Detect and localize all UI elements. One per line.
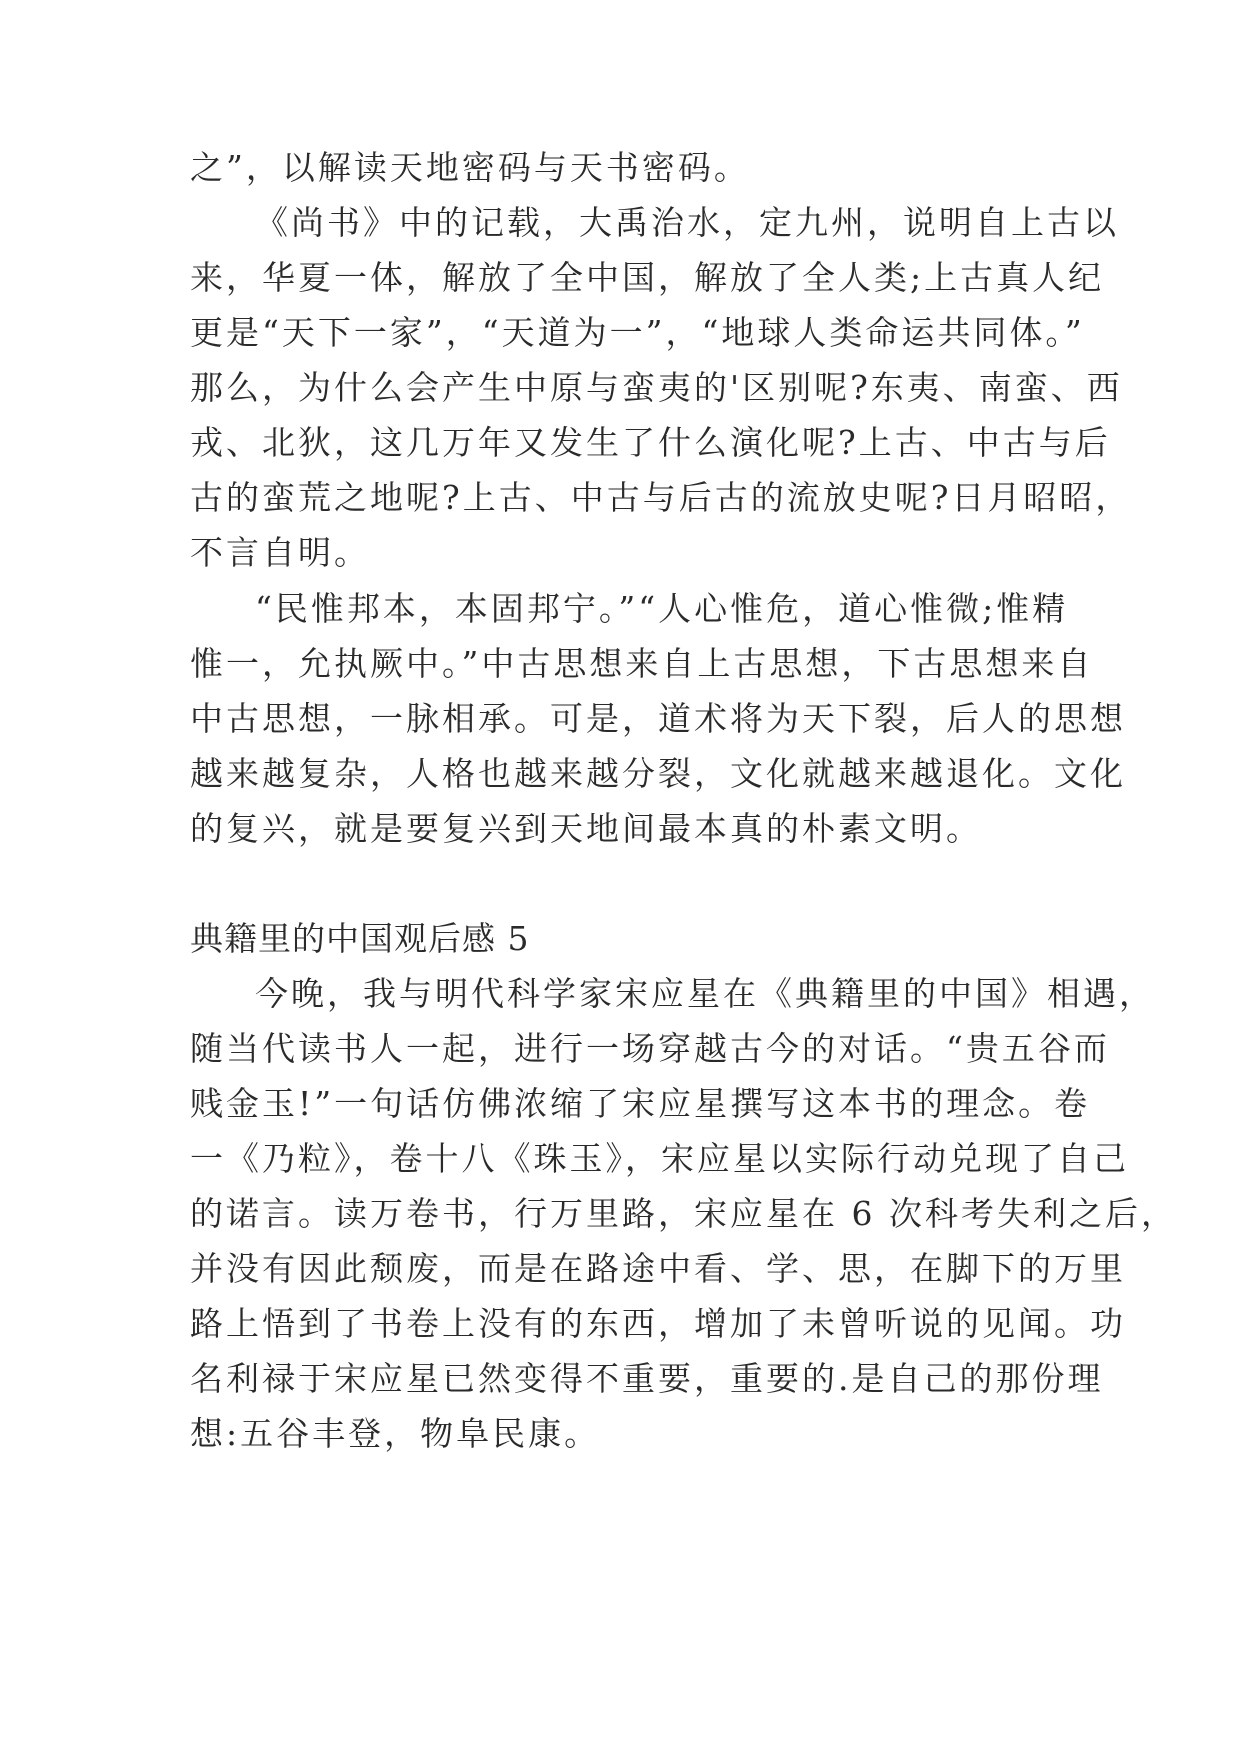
paragraph-line: 古的蛮荒之地呢?上古、中古与后古的流放史呢?日月昭昭， (190, 478, 1132, 517)
paragraph-line: 戎、北狄，这几万年又发生了什么演化呢?上古、中古与后 (190, 423, 1111, 462)
paragraph-line: 来，华夏一体，解放了全中国，解放了全人类;上古真人纪 (190, 258, 1105, 297)
paragraph-line: 越来越复杂，人格也越来越分裂，文化就越来越退化。文化 (190, 754, 1126, 793)
paragraph-line: 随当代读书人一起，进行一场穿越古今的对话。“贵五谷而 (190, 1029, 1110, 1068)
paragraph-line: 更是“天下一家”，“天道为一”，“地球人类命运共同体。” (190, 313, 1085, 352)
paragraph-line: “民惟邦本，本固邦宁。”“人心惟危，道心惟微;惟精 (255, 589, 1069, 628)
paragraph-line: 一《乃粒》，卷十八《珠玉》，宋应星以实际行动兑现了自己 (190, 1139, 1129, 1178)
paragraph-line: 想:五谷丰登，物阜民康。 (190, 1414, 601, 1453)
paragraph-line: 那么，为什么会产生中原与蛮夷的'区别呢?东夷、南蛮、西 (190, 368, 1123, 407)
paragraph-line: 今晚，我与明代科学家宋应星在《典籍里的中国》相遇， (255, 974, 1155, 1013)
section-title: 典籍里的中国观后感 5 (190, 919, 530, 958)
paragraph-line: 并没有因此颓废，而是在路途中看、学、思，在脚下的万里 (190, 1249, 1126, 1288)
paragraph-line: 惟一，允执厥中。”中古思想来自上古思想，下古思想来自 (190, 644, 1094, 683)
paragraph-line: 贱金玉!”一句话仿佛浓缩了宋应星撰写这本书的理念。卷 (190, 1084, 1091, 1123)
paragraph-line: 路上悟到了书卷上没有的东西，增加了未曾听说的见闻。功 (190, 1304, 1126, 1343)
paragraph-line: 不言自明。 (190, 533, 370, 572)
paragraph-line: 《尚书》中的记载，大禹治水，定九州，说明自上古以 (255, 203, 1119, 242)
paragraph-line: 之”，以解读天地密码与天书密码。 (190, 148, 750, 187)
paragraph-line: 的复兴，就是要复兴到天地间最本真的朴素文明。 (190, 809, 982, 848)
paragraph-line: 名利禄于宋应星已然变得不重要，重要的.是自己的那份理 (190, 1359, 1104, 1398)
paragraph-line: 的诺言。读万卷书，行万里路，宋应星在 6 次科考失利之后， (190, 1194, 1177, 1233)
paragraph-line: 中古思想，一脉相承。可是，道术将为天下裂，后人的思想 (190, 699, 1126, 738)
